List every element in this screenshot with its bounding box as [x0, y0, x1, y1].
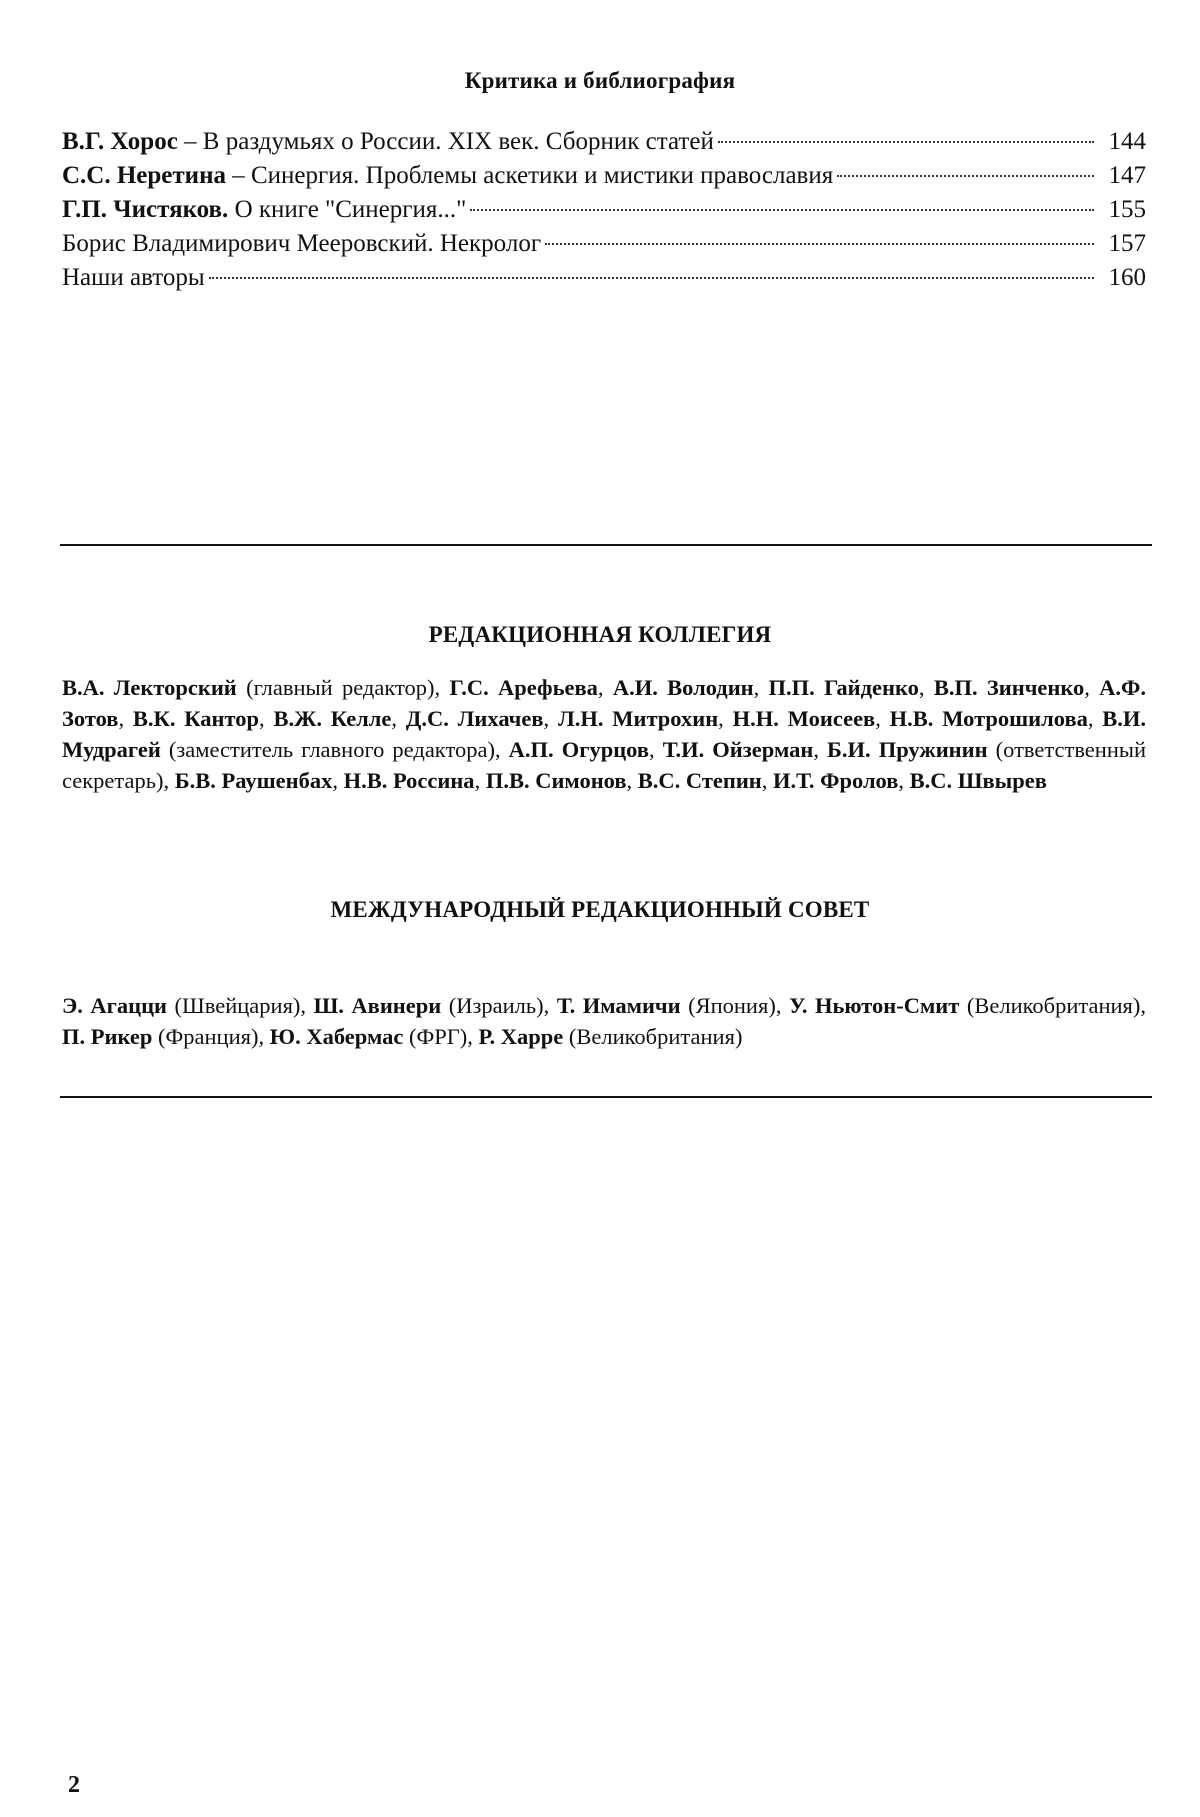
member-name: П.П. Гайденко — [768, 675, 919, 700]
member-name: И.Т. Фролов — [773, 768, 899, 793]
table-of-contents — [62, 128, 1146, 298]
member-name: В.К. Кантор — [132, 706, 259, 731]
member-name: Р. Харре — [478, 1024, 564, 1049]
toc-entry-page: 144 — [1108, 128, 1146, 155]
toc-entry — [62, 196, 1146, 230]
member-note: Франция — [165, 1024, 251, 1049]
member-name: Г.С. Арефьева — [449, 675, 598, 700]
member-note: главный редактор — [253, 675, 428, 700]
bottom-divider — [60, 1096, 1152, 1098]
member-note: заместитель главного редактора — [176, 737, 488, 762]
member-name: Т. Имамичи — [556, 993, 681, 1018]
dot-leader — [545, 243, 1094, 245]
member-name: В.С. Степин — [637, 768, 762, 793]
member-name: Ю. Хабермас — [269, 1024, 404, 1049]
member-name: А.Ф. Зотов — [62, 675, 1146, 731]
dot-leader — [837, 175, 1094, 177]
toc-entry — [62, 230, 1146, 264]
international-council-members: Э. Агацци (Швейцария), Ш. Авинери (Израиль), Т. Имамичи (Япония), У. Ньютон-Смит (Великобритания), П. Рикер (Франция), Ю. Хабермас (ФРГ), Р. Харре (Великобритания) — [62, 993, 1147, 1049]
toc-entry-author: С.С. Неретина — [62, 162, 226, 189]
member-name: Б.И. Пружинин — [827, 737, 988, 762]
toc-entry-page: 155 — [1108, 196, 1146, 223]
member-name: П.В. Симонов — [485, 768, 627, 793]
dot-leader — [470, 209, 1094, 211]
toc-entry-title: В раздумьях о России. XIX век. Сборник статей — [202, 128, 714, 155]
member-name: Т.И. Ойзерман — [662, 737, 814, 762]
toc-entry-page: 147 — [1108, 162, 1146, 189]
member-name: Ш. Авинери — [313, 993, 442, 1018]
member-note: Япония — [695, 993, 769, 1018]
member-name: В.И. Мудрагей — [62, 706, 1147, 762]
toc-entry-page: 160 — [1108, 264, 1146, 291]
top-divider — [60, 544, 1152, 546]
member-name: Л.Н. Митрохин — [557, 706, 719, 731]
member-note: ФРГ — [416, 1024, 460, 1049]
member-name: Н.Н. Моисеев — [732, 706, 876, 731]
member-note: Великобритания — [576, 1024, 735, 1049]
editorial-board-members: В.А. Лекторский (главный редактор), Г.С. Арефьева, А.И. Володин, П.П. Гайденко, В.П. Зинченко, А.Ф. Зотов, В.К. Кантор, В.Ж. Келле, Д.С. Лихачев, Л.Н. Митрохин, Н.Н. Моисеев, Н.В. Мотрошилова, В.И. Мудрагей (заместитель главного редактора), А.П. Огурцов, Т.И. Ойзерман, Б.И. Пружинин (ответственный секретарь), Б.В. Раушенбах, Н.В. Россина, П.В. Симонов, В.С. Степин, И.Т. Фролов, В.С. Швырев — [62, 675, 1147, 793]
member-note: Израиль — [456, 993, 537, 1018]
toc-entry-author: В.Г. Хорос — [62, 128, 178, 155]
toc-entry — [62, 128, 1146, 162]
toc-entry-page: 157 — [1108, 230, 1146, 257]
toc-entry — [62, 264, 1146, 298]
toc-entry — [62, 162, 1146, 196]
toc-entry-separator: – — [226, 162, 251, 189]
member-name: Э. Агацци — [62, 993, 168, 1018]
member-note: Великобритания — [974, 993, 1133, 1018]
toc-entry-title: Борис Владимирович Мееровский. Некролог — [62, 230, 542, 257]
member-name: А.П. Огурцов — [508, 737, 650, 762]
member-name: В.С. Швырев — [909, 768, 1047, 793]
member-note: ответственный секретарь — [62, 737, 1147, 793]
member-name: Н.В. Россина — [343, 768, 475, 793]
editorial-board-heading: РЕДАКЦИОННАЯ КОЛЛЕГИЯ — [428, 622, 772, 647]
international-council-heading: МЕЖДУНАРОДНЫЙ РЕДАКЦИОННЫЙ СОВЕТ — [330, 897, 870, 922]
criticism-heading: Критика и библиография — [464, 68, 736, 93]
page-number: 2 — [68, 1772, 80, 1798]
toc-entry-separator: – — [177, 128, 203, 155]
member-name: П. Рикер — [62, 1024, 153, 1049]
toc-entry-author: Г.П. Чистяков. — [62, 196, 229, 223]
dot-leader — [718, 141, 1094, 143]
member-name: У. Ньютон-Смит — [788, 993, 960, 1018]
member-name: В.П. Зинченко — [933, 675, 1085, 700]
dot-leader — [209, 277, 1094, 279]
member-name: Б.В. Раушенбах — [174, 768, 333, 793]
member-name: А.И. Володин — [612, 675, 754, 700]
toc-entry-title: О книге "Синергия..." — [234, 196, 467, 223]
toc-entry-title: Наши авторы — [62, 264, 205, 291]
member-name: Д.С. Лихачев — [405, 706, 544, 731]
toc-entry-title: Синергия. Проблемы аскетики и мистики православия — [251, 162, 834, 189]
member-name: В.Ж. Келле — [273, 706, 392, 731]
member-note: Швейцария — [182, 993, 293, 1018]
member-name: Н.В. Мотрошилова — [889, 706, 1088, 731]
member-name: В.А. Лекторский — [62, 675, 237, 700]
